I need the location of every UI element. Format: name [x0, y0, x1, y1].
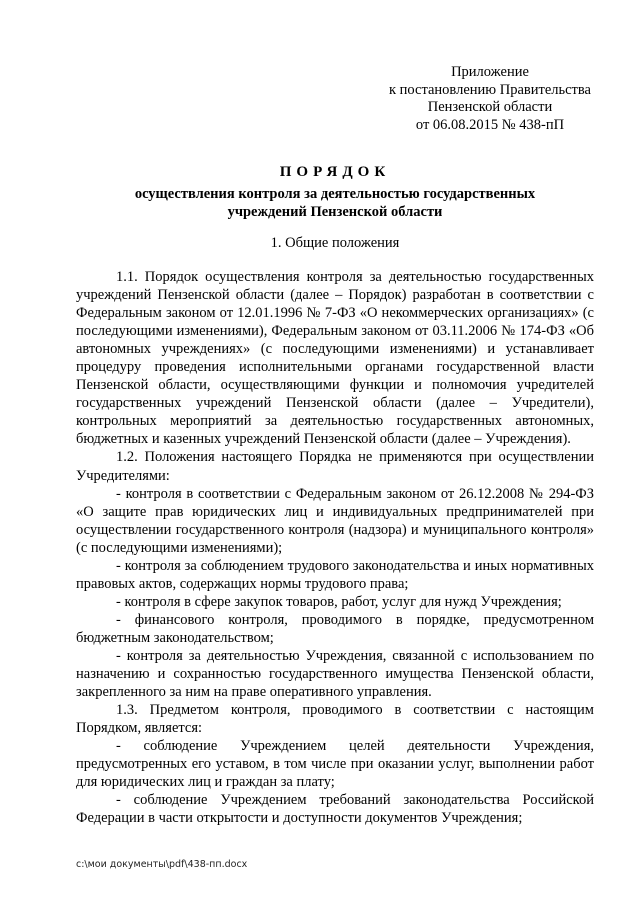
list-item: - контроля в соответствии с Федеральным законом от 26.12.2008 № 294-ФЗ «О защите прав юридических лиц и индивидуальных предпринимателей при осуществлении государственного контроля (надзора) и муниципального контроля» (с последующими изменениями); — [76, 485, 594, 556]
paragraph-1-2: 1.2. Положения настоящего Порядка не применяются при осуществлении Учредителями: — [76, 449, 594, 484]
document-subtitle — [60, 185, 610, 221]
list-item: - контроля за деятельностью Учреждения, связанной с использованием по назначению и сохранностью государственного имущества Пензенской области, закрепленного за ним на праве оперативного управления. — [76, 647, 594, 701]
document-body — [76, 268, 594, 827]
subtitle-line-1: осуществления контроля за деятельностью государственных — [134, 186, 536, 202]
subtitle-line-2: учреждений Пензенской области — [227, 204, 443, 220]
document-title: ПОРЯДОК — [279, 164, 391, 180]
paragraph-1-3: 1.3. Предметом контроля, проводимого в соответствии с настоящим Порядком, является: — [76, 702, 594, 737]
list-item: - контроля в сфере закупок товаров, работ, услуг для нужд Учреждения; — [116, 593, 562, 610]
annex-block — [380, 64, 600, 134]
paragraph-1-1: 1.1. Порядок осуществления контроля за деятельностью государственных учреждений Пензенской области (далее – Порядок) разработан в соответствии с Федеральным законом от 12.01.1996 № 7-ФЗ «О некоммерческих организациях» (с последующими изменениями), Федеральным законом от 03.11.2006 № 174-ФЗ «Об автономных учреждениях» (с последующими изменениями) и устанавливает процедуру проведения исполнительными органами государственной власти Пензенской области, осуществляющими функции и полномочия учредителей государственных учреждений Пензенской области (далее – Учредители), контрольных мероприятий за деятельностью государственных автономных, бюджетных и казенных учреждений Пензенской области (далее – Учреждения). — [76, 269, 594, 448]
list-item: - соблюдение Учреждением требований законодательства Российской Федерации в части открытости и доступности документов Учреждения; — [76, 792, 594, 827]
section-heading: 1. Общие положения — [270, 235, 400, 251]
annex-line-3: Пензенской области — [427, 99, 553, 115]
list-item: - соблюдение Учреждением целей деятельности Учреждения, предусмотренных его уставом, в том числе при оказании услуг, выполнении работ для юридических лиц и граждан за плату; — [76, 738, 594, 791]
annex-line-4: от 06.08.2015 № 438-пП — [415, 116, 565, 133]
file-path-footer: c:\мои документы\pdf\438-пп.docx — [76, 859, 248, 870]
annex-line-1: Приложение — [451, 64, 529, 80]
annex-line-2: к постановлению Правительства — [389, 81, 591, 98]
list-item: - контроля за соблюдением трудового законодательства и иных нормативных правовых актов, содержащих нормы трудового права; — [76, 557, 594, 592]
list-item: - финансового контроля, проводимого в порядке, предусмотренном бюджетным законодательством; — [76, 611, 594, 646]
